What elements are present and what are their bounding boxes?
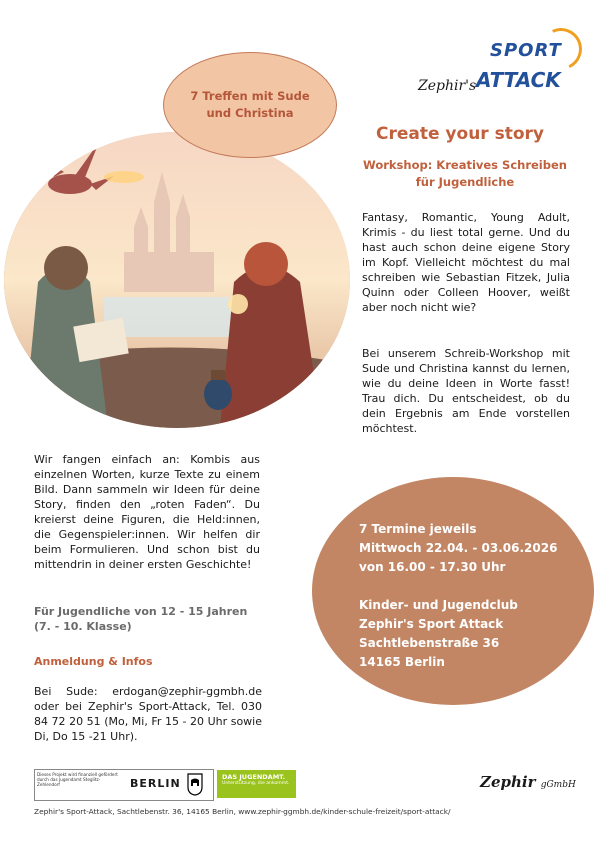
berlin-bear-icon xyxy=(185,772,205,796)
registration-heading: Anmeldung & Infos xyxy=(34,655,153,668)
fantasy-illustration xyxy=(4,132,350,428)
schedule-venue-info xyxy=(359,520,589,672)
venue-line-3: Sachtlebenstraße 36 xyxy=(359,636,500,650)
zephir-gmbh-name: Zephir xyxy=(480,773,536,791)
audience-info xyxy=(34,604,264,634)
schedule-line-2: Mittwoch 22.04. - 03.06.2026 xyxy=(359,541,558,555)
audience-age: Für Jugendliche von 12 - 15 Jahren xyxy=(34,605,248,618)
page-subtitle: Workshop: Kreatives Schreiben für Jugendliche xyxy=(363,158,567,190)
footer-address: Zephir's Sport-Attack, Sachtlebenstr. 36, 14165 Berlin, www.zephir-ggmbh.de/kinder-schule-freizeit/sport-attack/ xyxy=(34,807,451,816)
venue-line-1: Kinder- und Jugendclub xyxy=(359,598,518,612)
schedule-line-3: von 16.00 - 17.30 Uhr xyxy=(359,560,506,574)
zephir-gmbh-logo xyxy=(480,773,576,791)
intro-paragraph-1: Fantasy, Romantic, Young Adult, Krimis - du liest total gerne. Und du hast auch schon deine eigene Story im Kopf. Vielleicht möchtest du mal schreiben wie Sebastian Fitzek, Julia Quinn oder Colleen Hoover, weißt aber noch nicht wie? xyxy=(362,211,570,314)
registration-contact: Bei Sude: erdogan@zephir-ggmbh.de oder bei Zephir's Sport-Attack, Tel. 030 84 72 20 51 (Mo, Mi, Fr 15 - 20 Uhr sowie Di, Do 15 -21 Uhr). xyxy=(34,685,262,743)
jugendamt-subtitle: Unterstützung, die ankommt. xyxy=(222,781,290,786)
workshop-description: Wir fangen einfach an: Kombis aus einzelnen Worten, kurze Texte zu einem Bild. Dann sammeln wir Ideen für deine Story, finden den „roten Faden“. Du kreierst deine Figuren, die Held:innen, die Gegenspieler:innen. Wir helfen dir beim Formulieren. Und schon bist du mittendrin in deiner ersten Geschichte! xyxy=(34,453,260,571)
venue-line-2: Zephir's Sport Attack xyxy=(359,617,504,631)
page-title: Create your story xyxy=(376,124,544,144)
sessions-bubble-text: 7 Treffen mit Sude und Christina xyxy=(190,89,310,120)
audience-grade: (7. - 10. Klasse) xyxy=(34,620,132,633)
zephir-gmbh-suffix: gGmbH xyxy=(540,780,576,790)
berlin-logo-text: BERLIN xyxy=(130,777,181,790)
schedule-line-1: 7 Termine jeweils xyxy=(359,522,477,536)
jugendamt-logo xyxy=(217,770,296,798)
logo-sport-text: SPORT xyxy=(490,40,562,61)
logo-zephirs-text: Zephir's xyxy=(418,78,477,94)
jugendamt-title: DAS JUGENDAMT. xyxy=(222,773,286,781)
sponsor-note: Dieses Projekt wird finanziell gefördert durch das Jugendamt Steglitz-Zehlendorf xyxy=(37,772,118,788)
intro-paragraph-2: Bei unserem Schreib-Workshop mit Sude und Christina kannst du lernen, wie du deine Ideen in Worte fasst! Trau dich. Du entscheidest, ob du dein Ergebnis am Ende vorstellen möchtest. xyxy=(362,347,570,435)
logo-attack-text: ATTACK xyxy=(476,68,561,92)
sessions-bubble xyxy=(163,52,337,158)
venue-line-4: 14165 Berlin xyxy=(359,655,445,669)
